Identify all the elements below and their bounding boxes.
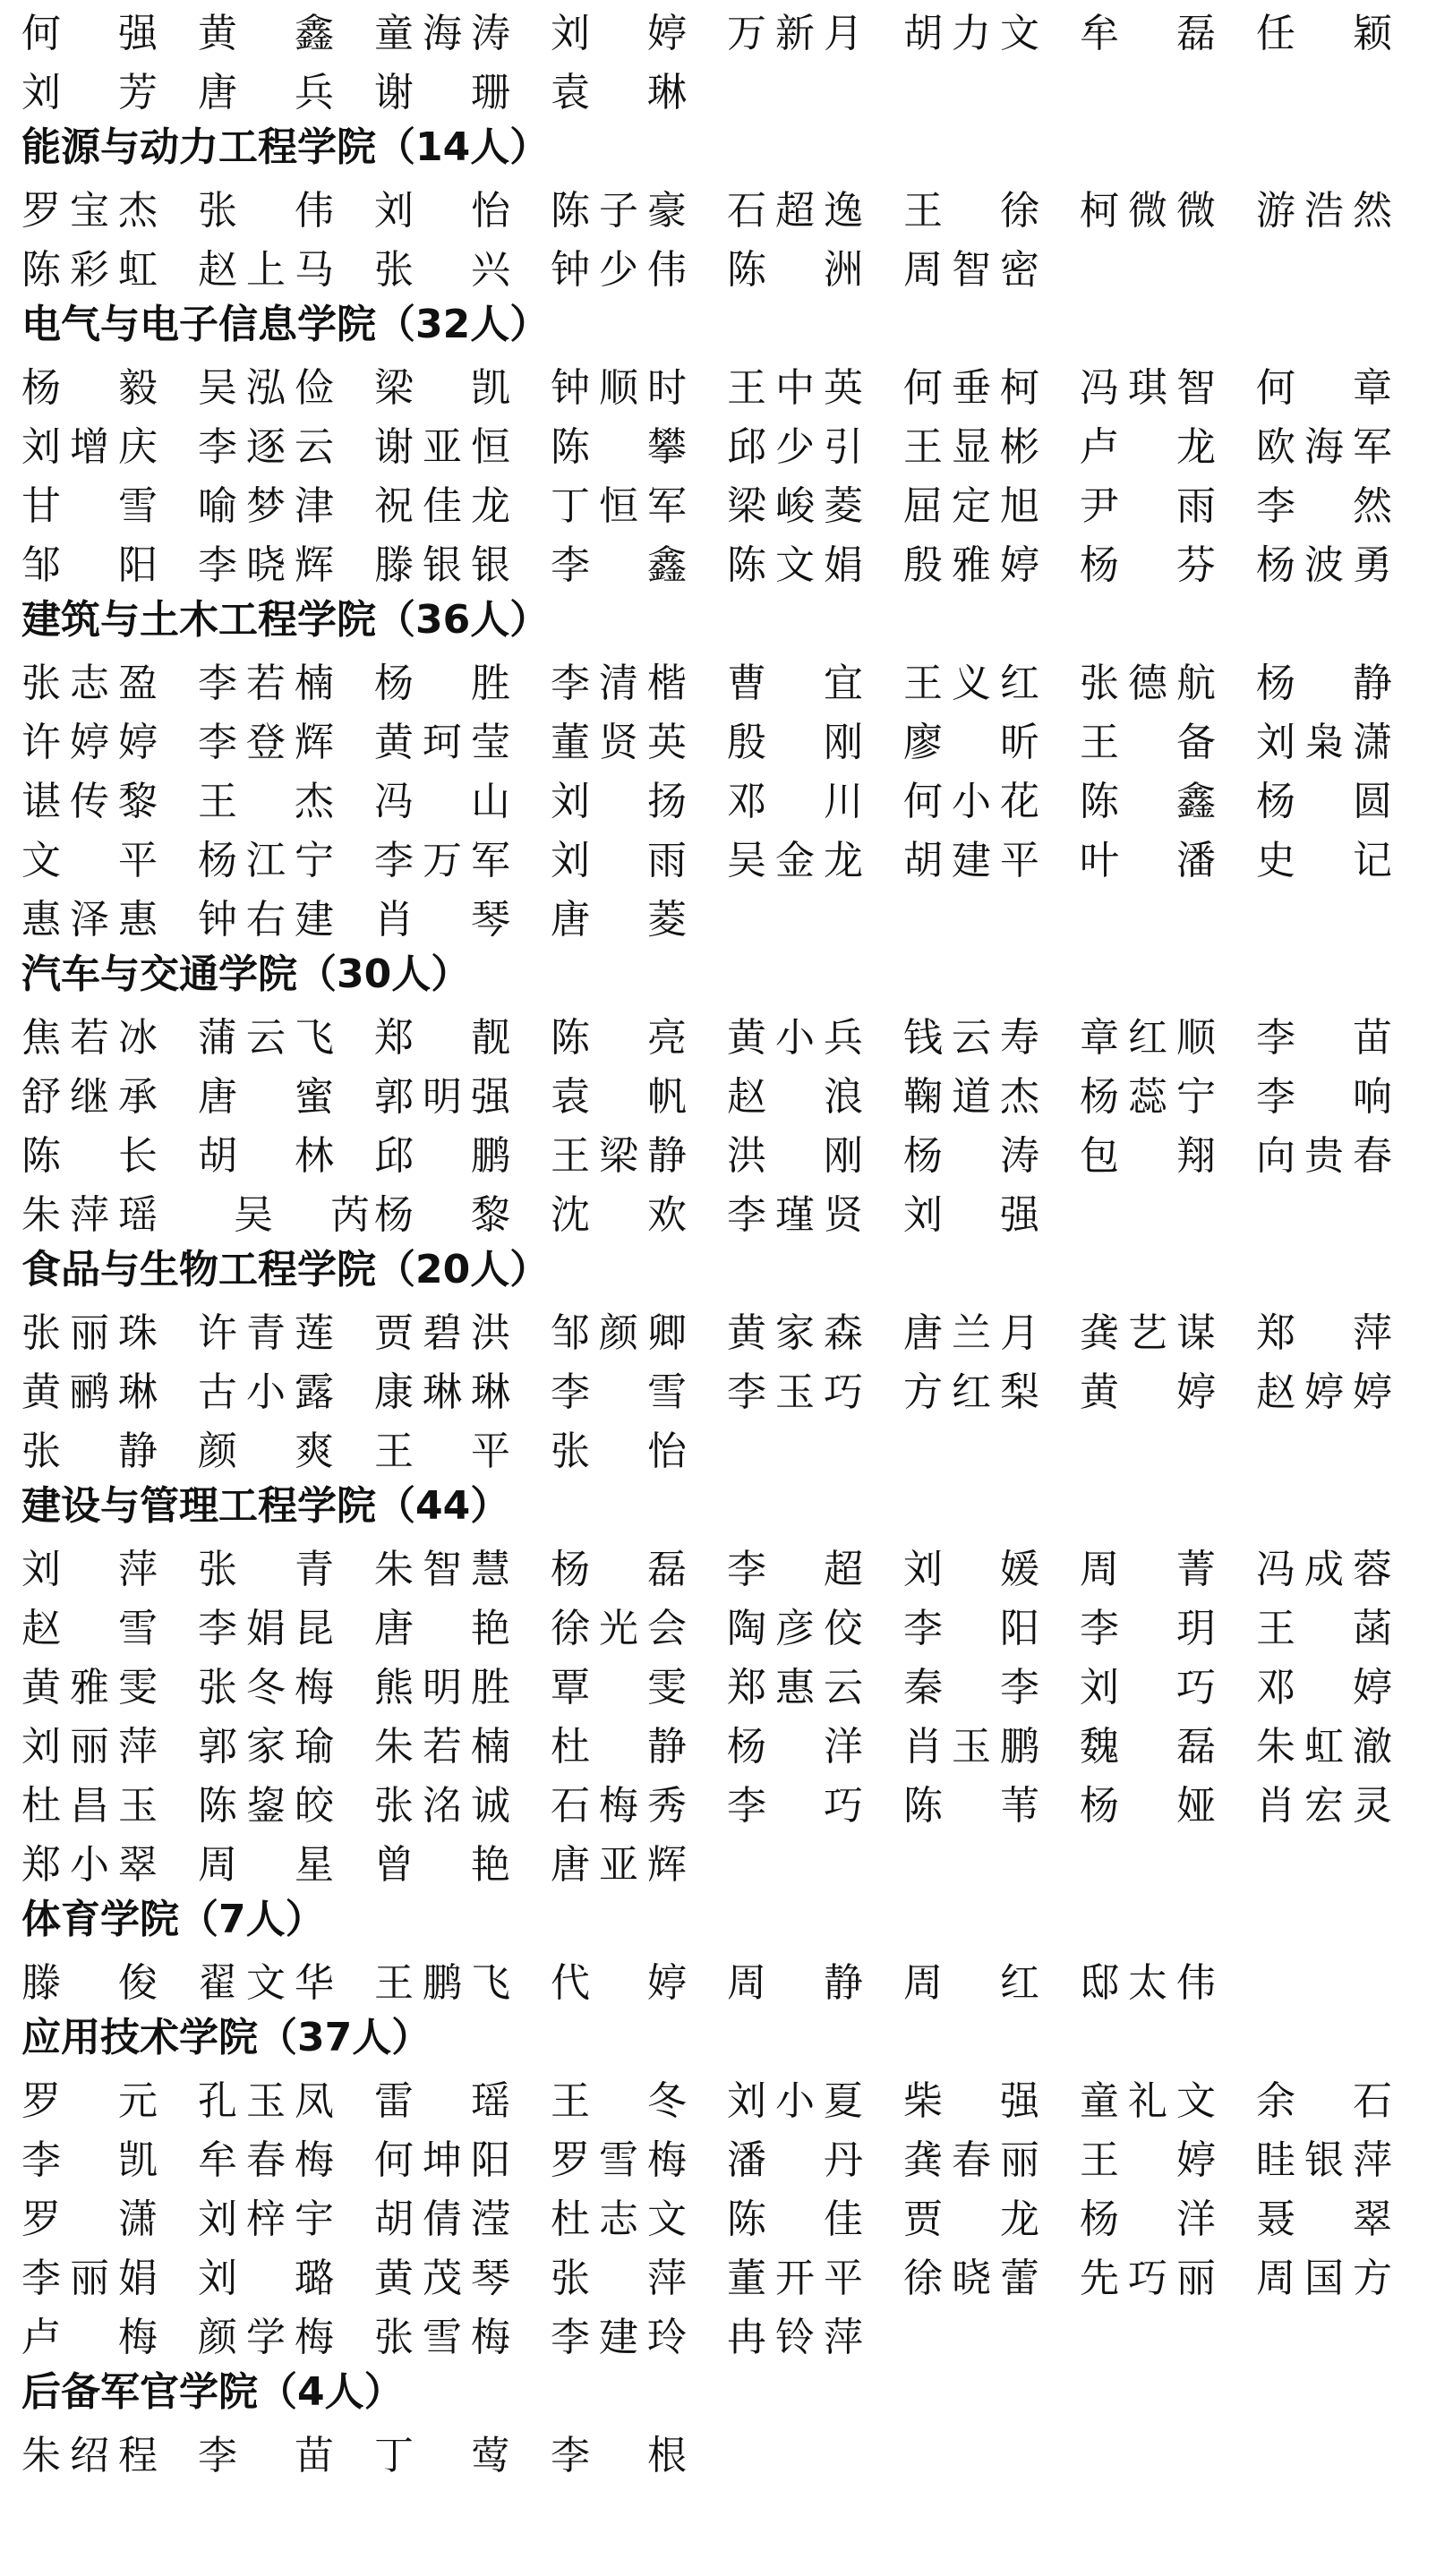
person-name: 翟文华 (198, 1960, 334, 2006)
college-heading: 电气与电子信息学院（32人） (21, 302, 550, 347)
person-name: 肖宏灵 (1256, 1783, 1392, 1829)
person-name: 章红顺 (1080, 1015, 1216, 1061)
person-name: 鞠道杰 (903, 1074, 1039, 1120)
person-name: 张青 (198, 1547, 334, 1592)
person-name: 陈佳 (727, 2196, 863, 2242)
person-name: 肖琴 (374, 897, 510, 943)
person-name: 贾碧洪 (374, 1310, 510, 1356)
person-name: 杨娅 (1080, 1783, 1216, 1829)
person-name: 刘梓宇 (198, 2196, 334, 2242)
person-name: 袁琳 (551, 70, 687, 115)
name-row (21, 1181, 1436, 1241)
person-name: 滕俊 (21, 1960, 158, 2006)
name-row (21, 1300, 1436, 1359)
person-name: 梁峻菱 (727, 483, 863, 529)
person-name: 杨圆 (1256, 779, 1392, 824)
person-name: 李根 (551, 2433, 687, 2478)
person-name: 曾艳 (374, 1842, 510, 1888)
person-name: 钟顺时 (551, 365, 687, 411)
person-name: 石超逸 (727, 188, 863, 234)
person-name: 胡林 (198, 1133, 334, 1179)
person-name: 杨江宁 (198, 838, 334, 883)
person-name: 张兴 (374, 247, 510, 293)
person-name: 李晓辉 (198, 542, 334, 588)
person-name: 熊明胜 (374, 1665, 510, 1710)
college-section (21, 945, 1436, 1241)
person-name: 张怡 (551, 1429, 687, 1474)
person-name: 史记 (1256, 838, 1392, 883)
person-name: 罗元 (21, 2078, 158, 2124)
person-name: 卢龙 (1080, 424, 1216, 470)
person-name: 胡力文 (903, 11, 1039, 56)
name-row (21, 236, 1436, 295)
person-name: 万新月 (727, 11, 863, 56)
person-name: 罗雪梅 (551, 2137, 687, 2183)
person-name: 郭明强 (374, 1074, 510, 1120)
name-row (21, 1536, 1436, 1595)
person-name: 王义红 (903, 661, 1039, 706)
person-name: 甘雪 (21, 483, 158, 529)
person-name: 尹雨 (1080, 483, 1216, 529)
person-name: 陈鑫 (1080, 779, 1216, 824)
name-row (21, 650, 1436, 709)
person-name: 包翔 (1080, 1133, 1216, 1179)
person-name: 赵婷婷 (1256, 1369, 1392, 1415)
person-name: 李娟昆 (198, 1606, 334, 1651)
name-row (21, 2422, 1436, 2481)
college-section (21, 1890, 1436, 2009)
person-name: 童海涛 (374, 11, 510, 56)
name-row (21, 177, 1436, 236)
person-name: 康琳琳 (374, 1369, 510, 1415)
person-name: 钟少伟 (551, 247, 687, 293)
person-name: 潘丹 (727, 2137, 863, 2183)
person-name: 张伟 (198, 188, 334, 234)
person-name: 唐兵 (198, 70, 334, 115)
person-name: 余石 (1256, 2078, 1392, 2124)
name-row (21, 1004, 1436, 1063)
college-heading: 后备军官学院（4人） (21, 2369, 404, 2415)
person-name: 朱萍瑶 (21, 1192, 158, 1238)
person-name: 朱智慧 (374, 1547, 510, 1592)
person-name: 冯山 (374, 779, 510, 824)
name-row (21, 1595, 1436, 1654)
person-name: 邓川 (727, 779, 863, 824)
person-name: 吴金龙 (727, 838, 863, 883)
person-name: 刘强 (903, 1192, 1039, 1238)
person-name: 胡建平 (903, 838, 1039, 883)
person-name: 张德航 (1080, 661, 1216, 706)
person-name: 周国方 (1256, 2256, 1392, 2301)
person-name: 杨洋 (1080, 2196, 1216, 2242)
person-name: 谢珊 (374, 70, 510, 115)
person-name: 杨黎 (374, 1192, 510, 1238)
person-name: 周静 (727, 1960, 863, 2006)
person-name: 惠泽惠 (21, 897, 158, 943)
person-name: 石梅秀 (551, 1783, 687, 1829)
person-name: 刘萍 (21, 1547, 158, 1592)
name-row (21, 414, 1436, 473)
name-row (21, 59, 1436, 118)
person-name: 冯成蓉 (1256, 1547, 1392, 1592)
college-section (21, 2363, 1436, 2481)
name-row (21, 2068, 1436, 2127)
person-name: 卢梅 (21, 2315, 158, 2360)
person-name: 陈子豪 (551, 188, 687, 234)
person-name: 唐亚辉 (551, 1842, 687, 1888)
person-name: 周智密 (903, 247, 1039, 293)
college-section (21, 591, 1436, 945)
person-name: 游浩然 (1256, 188, 1392, 234)
person-name: 李鑫 (551, 542, 687, 588)
name-row (21, 354, 1436, 414)
person-name: 杨波勇 (1256, 542, 1392, 588)
person-name: 张雪梅 (374, 2315, 510, 2360)
person-name: 郑萍 (1256, 1310, 1392, 1356)
college-section (21, 2009, 1436, 2363)
person-name: 刘丽萍 (21, 1724, 158, 1770)
name-row (21, 2245, 1436, 2304)
college-section (21, 118, 1436, 295)
person-name: 陈文娟 (727, 542, 863, 588)
person-name: 冯琪智 (1080, 365, 1216, 411)
person-name: 先巧丽 (1080, 2256, 1216, 2301)
person-name: 李然 (1256, 483, 1392, 529)
person-name: 眭银萍 (1256, 2137, 1392, 2183)
person-name: 吴泓俭 (198, 365, 334, 411)
person-name: 滕银银 (374, 542, 510, 588)
person-name: 李若楠 (198, 661, 334, 706)
person-name: 蒲云飞 (198, 1015, 334, 1061)
name-row (21, 2127, 1436, 2186)
person-name: 殷雅婷 (903, 542, 1039, 588)
person-name: 刘璐 (198, 2256, 334, 2301)
person-name: 陈长 (21, 1133, 158, 1179)
person-name: 唐兰月 (903, 1310, 1039, 1356)
person-name: 许婷婷 (21, 720, 158, 765)
person-name: 张冬梅 (198, 1665, 334, 1710)
person-name: 张萍 (551, 2256, 687, 2301)
college-section (21, 1477, 1436, 1890)
person-name: 周星 (198, 1842, 334, 1888)
person-name: 徐晓蕾 (903, 2256, 1039, 2301)
person-name: 何垂柯 (903, 365, 1039, 411)
person-name: 陈彩虹 (21, 247, 158, 293)
person-name: 李玉巧 (727, 1369, 863, 1415)
person-name: 牟磊 (1080, 11, 1216, 56)
person-name: 杨蕊宁 (1080, 1074, 1216, 1120)
person-name: 杜静 (551, 1724, 687, 1770)
person-name: 朱绍程 (21, 2433, 158, 2478)
person-name: 唐蜜 (198, 1074, 334, 1120)
person-name: 屈定旭 (903, 483, 1039, 529)
person-name: 谢亚恒 (374, 424, 510, 470)
person-name: 邸太伟 (1080, 1960, 1216, 2006)
person-name: 李万军 (374, 838, 510, 883)
person-name: 杨静 (1256, 661, 1392, 706)
person-name: 颜学梅 (198, 2315, 334, 2360)
person-name: 李凯 (21, 2137, 158, 2183)
college-section (21, 0, 1436, 118)
name-row (21, 1063, 1436, 1122)
person-name: 陈洲 (727, 247, 863, 293)
person-name: 赵雪 (21, 1606, 158, 1651)
person-name: 杨胜 (374, 661, 510, 706)
person-name: 曹宜 (727, 661, 863, 706)
person-name: 唐艳 (374, 1606, 510, 1651)
person-name: 梁凯 (374, 365, 510, 411)
college-heading: 应用技术学院（37人） (21, 2015, 432, 2060)
person-name: 李玥 (1080, 1606, 1216, 1651)
person-name: 秦李 (903, 1665, 1039, 1710)
college-heading: 体育学院（7人） (21, 1897, 325, 1942)
person-name: 李逐云 (198, 424, 334, 470)
person-name: 赵浪 (727, 1074, 863, 1120)
person-name: 何章 (1256, 365, 1392, 411)
person-name: 杨洋 (727, 1724, 863, 1770)
person-name: 李超 (727, 1547, 863, 1592)
person-name: 刘小夏 (727, 2078, 863, 2124)
person-name: 朱若楠 (374, 1724, 510, 1770)
person-name: 谌传黎 (21, 779, 158, 824)
person-name: 董开平 (727, 2256, 863, 2301)
person-name: 龚春丽 (903, 2137, 1039, 2183)
college-section (21, 1241, 1436, 1477)
person-name: 刘媛 (903, 1547, 1039, 1592)
person-name: 李建玲 (551, 2315, 687, 2360)
person-name: 袁帆 (551, 1074, 687, 1120)
name-row (21, 709, 1436, 768)
person-name: 刘增庆 (21, 424, 158, 470)
person-name: 牟春梅 (198, 2137, 334, 2183)
name-row (21, 886, 1436, 945)
person-name: 赵上马 (198, 247, 334, 293)
person-name: 刘怡 (374, 188, 510, 234)
person-name: 覃雯 (551, 1665, 687, 1710)
person-name: 郑惠云 (727, 1665, 863, 1710)
person-name: 黄鑫 (198, 11, 334, 56)
person-name: 叶潘 (1080, 838, 1216, 883)
person-name: 欧海军 (1256, 424, 1392, 470)
person-name: 方红梨 (903, 1369, 1039, 1415)
person-name: 钟右建 (198, 897, 334, 943)
person-name: 廖昕 (903, 720, 1039, 765)
person-name: 王平 (374, 1429, 510, 1474)
person-name: 任颖 (1256, 11, 1392, 56)
person-name: 李丽娟 (21, 2256, 158, 2301)
name-row (21, 1418, 1436, 1477)
person-name: 邱少引 (727, 424, 863, 470)
person-name: 洪刚 (727, 1133, 863, 1179)
person-name: 肖玉鹏 (903, 1724, 1039, 1770)
person-name: 张静 (21, 1429, 158, 1474)
person-name: 郭家瑜 (198, 1724, 334, 1770)
person-name: 何强 (21, 11, 158, 56)
college-heading: 建设与管理工程学院（44） (21, 1483, 510, 1529)
person-name: 唐菱 (551, 897, 687, 943)
person-name: 黄家森 (727, 1310, 863, 1356)
person-name: 黄茂琴 (374, 2256, 510, 2301)
college-heading: 能源与动力工程学院（14人） (21, 124, 550, 170)
person-name: 王鹏飞 (374, 1960, 510, 2006)
person-name: 钱云寿 (903, 1015, 1039, 1061)
person-name: 柯微微 (1080, 188, 1216, 234)
person-name: 黄雅雯 (21, 1665, 158, 1710)
person-name: 李清楷 (551, 661, 687, 706)
person-name: 杨磊 (551, 1547, 687, 1592)
name-row (21, 2186, 1436, 2245)
person-name: 王中英 (727, 365, 863, 411)
person-name: 朱虹澈 (1256, 1724, 1392, 1770)
person-name: 李阳 (903, 1606, 1039, 1651)
person-name: 古小露 (198, 1369, 334, 1415)
person-name: 丁恒军 (551, 483, 687, 529)
person-name: 丁莺 (374, 2433, 510, 2478)
person-name: 刘扬 (551, 779, 687, 824)
person-name: 向贵春 (1256, 1133, 1392, 1179)
person-name: 张洺诚 (374, 1783, 510, 1829)
person-name: 邓婷 (1256, 1665, 1392, 1710)
person-name: 何坤阳 (374, 2137, 510, 2183)
person-name: 周菁 (1080, 1547, 1216, 1592)
person-name: 龚艺谋 (1080, 1310, 1216, 1356)
person-name: 陈攀 (551, 424, 687, 470)
person-name: 祝佳龙 (374, 483, 510, 529)
person-name: 王菡 (1256, 1606, 1392, 1651)
name-row (21, 0, 1436, 59)
person-name: 徐光会 (551, 1606, 687, 1651)
person-name: 王梁静 (551, 1133, 687, 1179)
person-name: 柴强 (903, 2078, 1039, 2124)
name-row (21, 532, 1436, 591)
person-name: 黄婷 (1080, 1369, 1216, 1415)
person-name: 文平 (21, 838, 158, 883)
person-name: 贾龙 (903, 2196, 1039, 2242)
person-name: 刘芳 (21, 70, 158, 115)
person-name: 冉铃萍 (727, 2315, 863, 2360)
person-name: 许青莲 (198, 1310, 334, 1356)
name-list-page (21, 0, 1436, 2481)
name-row (21, 1359, 1436, 1418)
name-row (21, 1949, 1436, 2009)
person-name: 郑靓 (374, 1015, 510, 1061)
person-name: 董贤英 (551, 720, 687, 765)
person-name: 殷刚 (727, 720, 863, 765)
person-name: 陈苇 (903, 1783, 1039, 1829)
person-name: 代婷 (551, 1960, 687, 2006)
person-name: 邱鹏 (374, 1133, 510, 1179)
person-name: 童礼文 (1080, 2078, 1216, 2124)
person-name: 孔玉凤 (198, 2078, 334, 2124)
person-name: 杨芬 (1080, 542, 1216, 588)
person-name: 舒继承 (21, 1074, 158, 1120)
person-name: 陈鋆皎 (198, 1783, 334, 1829)
person-name: 焦若冰 (21, 1015, 158, 1061)
person-name: 张丽珠 (21, 1310, 158, 1356)
person-name: 黄小兵 (727, 1015, 863, 1061)
person-name: 何小花 (903, 779, 1039, 824)
person-name: 罗宝杰 (21, 188, 158, 234)
person-name: 黄鹂琳 (21, 1369, 158, 1415)
college-section (21, 295, 1436, 591)
person-name: 李巧 (727, 1783, 863, 1829)
person-name: 杨涛 (903, 1133, 1039, 1179)
name-row (21, 768, 1436, 827)
person-name: 王婷 (1080, 2137, 1216, 2183)
name-row (21, 1654, 1436, 1713)
person-name: 王备 (1080, 720, 1216, 765)
person-name: 雷瑶 (374, 2078, 510, 2124)
person-name: 魏磊 (1080, 1724, 1216, 1770)
person-name: 王杰 (198, 779, 334, 824)
person-name: 邹阳 (21, 542, 158, 588)
person-name: 李苗 (198, 2433, 334, 2478)
person-name: 喻梦津 (198, 483, 334, 529)
person-name: 聂翠 (1256, 2196, 1392, 2242)
name-row (21, 1772, 1436, 1831)
person-name: 邹颜卿 (551, 1310, 687, 1356)
person-name: 杨毅 (21, 365, 158, 411)
person-name: 李瑾贤 (727, 1192, 863, 1238)
person-name: 颜爽 (198, 1429, 334, 1474)
person-name: 周红 (903, 1960, 1039, 2006)
person-name: 刘巧 (1080, 1665, 1216, 1710)
person-name: 杜昌玉 (21, 1783, 158, 1829)
person-name: 李响 (1256, 1074, 1392, 1120)
person-name: 罗潇 (21, 2196, 158, 2242)
name-row (21, 1122, 1436, 1181)
college-heading: 汽车与交通学院（30人） (21, 951, 471, 997)
person-name: 刘枭潇 (1256, 720, 1392, 765)
person-name: 陈亮 (551, 1015, 687, 1061)
person-name: 杜志文 (551, 2196, 687, 2242)
person-name: 陶彦佼 (727, 1606, 863, 1651)
college-heading: 食品与生物工程学院（20人） (21, 1247, 550, 1292)
person-name: 李雪 (551, 1369, 687, 1415)
name-row (21, 1831, 1436, 1890)
person-name: 王徐 (903, 188, 1039, 234)
name-row (21, 473, 1436, 532)
name-row (21, 2304, 1436, 2363)
person-name: 胡倩滢 (374, 2196, 510, 2242)
person-name: 王冬 (551, 2078, 687, 2124)
college-heading: 建筑与土木工程学院（36人） (21, 597, 550, 643)
person-name: 王显彬 (903, 424, 1039, 470)
name-row (21, 1713, 1436, 1772)
person-name: 郑小翠 (21, 1842, 158, 1888)
person-name: 李登辉 (198, 720, 334, 765)
person-name: 刘雨 (551, 838, 687, 883)
person-name: 沈欢 (551, 1192, 687, 1238)
person-name: 刘婷 (551, 11, 687, 56)
name-row (21, 827, 1436, 886)
person-name: 黄珂莹 (374, 720, 510, 765)
person-name: 李苗 (1256, 1015, 1392, 1061)
person-name: 吴芮 (234, 1192, 370, 1238)
person-name: 张志盈 (21, 661, 158, 706)
